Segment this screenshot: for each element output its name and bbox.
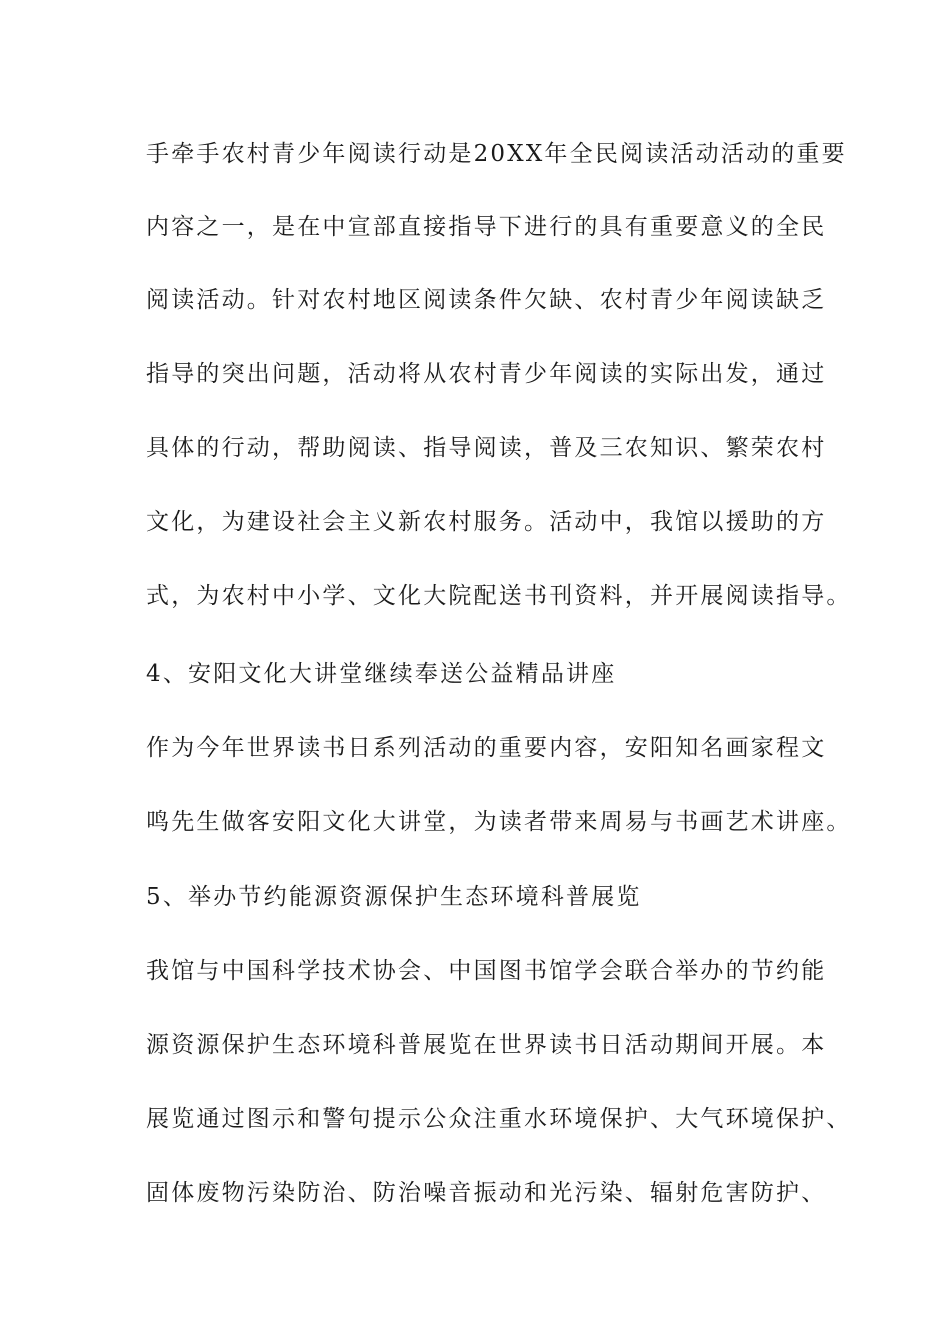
- paragraph-line: 源资源保护生态环境科普展览在世界读书日活动期间开展。本: [146, 1032, 827, 1058]
- paragraph-line: 指导的突出问题，活动将从农村青少年阅读的实际出发，通过: [146, 361, 827, 387]
- paragraph-line: 鸣先生做客安阳文化大讲堂，为读者带来周易与书画艺术讲座。: [146, 809, 852, 835]
- section-heading: 5、举办节约能源资源保护生态环境科普展览: [146, 884, 642, 910]
- paragraph-line: 内容之一，是在中宣部直接指导下进行的具有重要意义的全民: [146, 214, 827, 240]
- paragraph-line: 式，为农村中小学、文化大院配送书刊资料，并开展阅读指导。: [146, 583, 852, 609]
- section-heading: 4、安阳文化大讲堂继续奉送公益精品讲座: [146, 661, 617, 687]
- paragraph-line: 作为今年世界读书日系列活动的重要内容，安阳知名画家程文: [146, 735, 827, 761]
- paragraph-line: 展览通过图示和警句提示公众注重水环境保护、大气环境保护、: [146, 1106, 852, 1132]
- paragraph-line: 我馆与中国科学技术协会、中国图书馆学会联合举办的节约能: [146, 958, 827, 984]
- paragraph-line: 文化，为建设社会主义新农村服务。活动中，我馆以援助的方: [146, 509, 827, 535]
- paragraph-line: 阅读活动。针对农村地区阅读条件欠缺、农村青少年阅读缺乏: [146, 287, 827, 313]
- paragraph-line: 具体的行动，帮助阅读、指导阅读，普及三农知识、繁荣农村: [146, 435, 827, 461]
- paragraph-line: 手牵手农村青少年阅读行动是20XX年全民阅读活动活动的重要: [146, 141, 847, 167]
- paragraph-line: 固体废物污染防治、防治噪音振动和光污染、辐射危害防护、: [146, 1180, 827, 1206]
